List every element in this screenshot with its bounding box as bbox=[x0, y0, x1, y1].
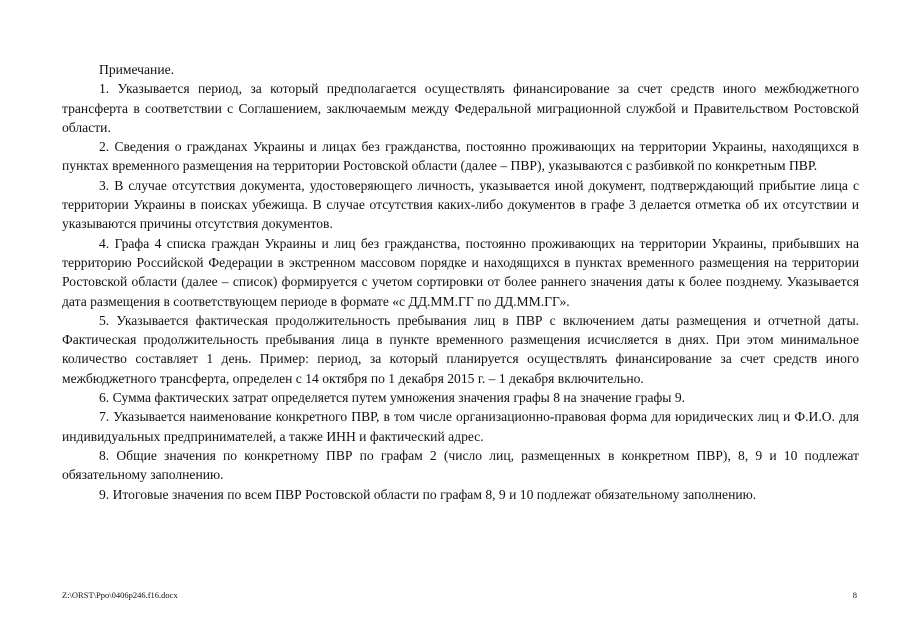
note-3: 3. В случае отсутствия документа, удостоверяющего личность, указывается иной документ, подтверждающий прибытие лица с территории Украины в поисках убежища. В случае отсутствия каких-либо документов в графе 3 делается отметка об их отсутствии и указываются причины отсутствия документов. bbox=[62, 177, 859, 232]
note-8: 8. Общие значения по конкретному ПВР по графам 2 (число лиц, размещенных в конкретном ПВР), 8, 9 и 10 подлежат обязательному заполнению. bbox=[62, 447, 859, 483]
note-5: 5. Указывается фактическая продолжительность пребывания лиц в ПВР с включением даты размещения и отчетной даты. Фактическая продолжительность пребывания лица в пункте временного размещения исчисляется в днях. При этом минимальное количество составляет 1 день. Пример: период, за который планируется осуществлять финансирование за счет средств иного межбюджетного трансферта, определен с 14 октября по 1 декабря 2015 г. – 1 декабря включительно. bbox=[62, 312, 859, 386]
note-9: 9. Итоговые значения по всем ПВР Ростовской области по графам 8, 9 и 10 подлежат обязательному заполнению. bbox=[99, 486, 757, 502]
note-1: 1. Указывается период, за который предполагается осуществлять финансирование за счет средств иного межбюджетного трансферта в соответствии с Соглашением, заключаемым между Федеральной миграционной службой и Правительством Ростовской области. bbox=[62, 81, 859, 135]
document-body bbox=[62, 60, 859, 504]
note-2: 2. Сведения о гражданах Украины и лицах без гражданства, постоянно проживающих на территории Украины, находящихся в пунктах временного размещения на территории Ростовской области (далее – ПВР), указываются с разбивкой по конкретным ПВР. bbox=[62, 139, 859, 174]
note-6: 6. Сумма фактических затрат определяется путем умножения значения графы 8 на значение графы 9. bbox=[99, 390, 686, 406]
footer-file-path: Z:\ORST\Ppo\0406p246.f16.docx bbox=[62, 590, 178, 600]
footer-page-number: 8 bbox=[852, 590, 857, 600]
notes-heading: Примечание. bbox=[99, 62, 175, 77]
note-7: 7. Указывается наименование конкретного ПВР, в том числе организационно-правовая форма для юридических лиц и Ф.И.О. для индивидуальных предпринимателей, а также ИНН и фактический адрес. bbox=[62, 409, 859, 444]
note-4: 4. Графа 4 списка граждан Украины и лиц без гражданства, постоянно проживающих на территории Украины, прибывших на территорию Российской Федерации в экстренном массовом порядке и находящихся в пунктах временного размещения на территории Ростовской области (далее – список) формируется с учетом сортировки от более раннего значения даты к более позднему. Указывается дата размещения в соответствующем периоде в формате «с ДД.ММ.ГГ по ДД.ММ.ГГ». bbox=[62, 235, 859, 309]
